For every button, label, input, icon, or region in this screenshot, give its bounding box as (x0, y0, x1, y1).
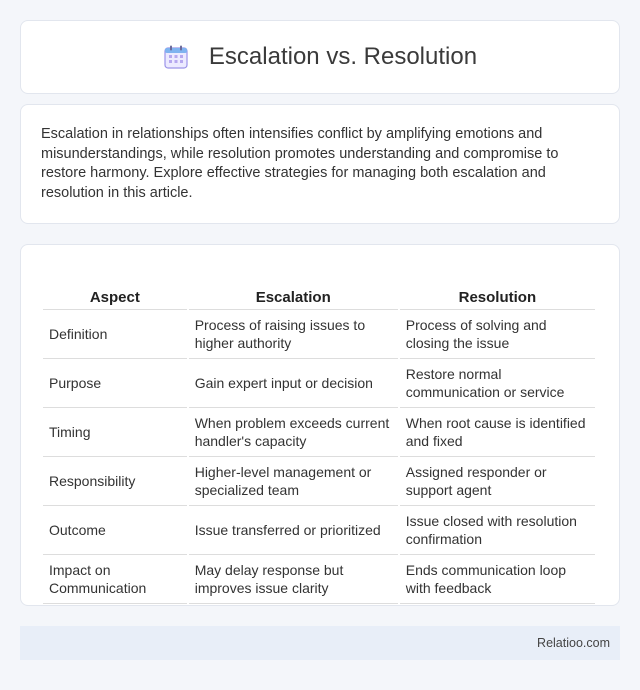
table-cell: Process of solving and closing the issue (400, 310, 595, 359)
header-card (20, 20, 620, 94)
table-cell: Assigned responder or support agent (400, 457, 595, 506)
table-cell: Gain expert input or decision (189, 359, 398, 408)
column-header-resolution: Resolution (400, 265, 595, 310)
table-cell: May delay response but improves issue clarity (189, 555, 398, 604)
table-cell: When problem exceeds current handler's capacity (189, 408, 398, 457)
table-row (43, 408, 595, 457)
table-cell: Impact on Communication (43, 555, 187, 604)
table-row (43, 310, 595, 359)
comparison-table (41, 265, 597, 604)
table-cell: Outcome (43, 506, 187, 555)
table-cell: Ends communication loop with feedback (400, 555, 595, 604)
table-cell: Purpose (43, 359, 187, 408)
table-row (43, 555, 595, 604)
column-header-aspect: Aspect (43, 265, 187, 310)
footer-brand: Relatioo.com (537, 636, 610, 650)
footer (20, 626, 620, 660)
table-cell: Higher-level management or specialized team (189, 457, 398, 506)
page-title: Escalation vs. Resolution (208, 43, 478, 70)
intro-card (20, 104, 620, 224)
table-cell: When root cause is identified and fixed (400, 408, 595, 457)
table-cell: Process of raising issues to higher authority (189, 310, 398, 359)
table-cell: Timing (43, 408, 187, 457)
table-cell: Issue closed with resolution confirmation (400, 506, 595, 555)
table-row (43, 457, 595, 506)
table-row (43, 506, 595, 555)
intro-text: Escalation in relationships often intensifies conflict by amplifying emotions and misunderstandings, while resolution promotes understanding and compromise to restore harmony. Explore effective strategies for managing both escalation and resolution in this article. (41, 126, 559, 201)
table-cell: Issue transferred or prioritized (189, 506, 398, 555)
table-cell: Restore normal communication or service (400, 359, 595, 408)
calendar-icon (163, 44, 189, 70)
table-cell: Definition (43, 310, 187, 359)
column-header-escalation: Escalation (189, 265, 398, 310)
table-row (43, 359, 595, 408)
table-cell: Responsibility (43, 457, 187, 506)
comparison-card (20, 244, 620, 606)
table-header-row (43, 265, 595, 310)
